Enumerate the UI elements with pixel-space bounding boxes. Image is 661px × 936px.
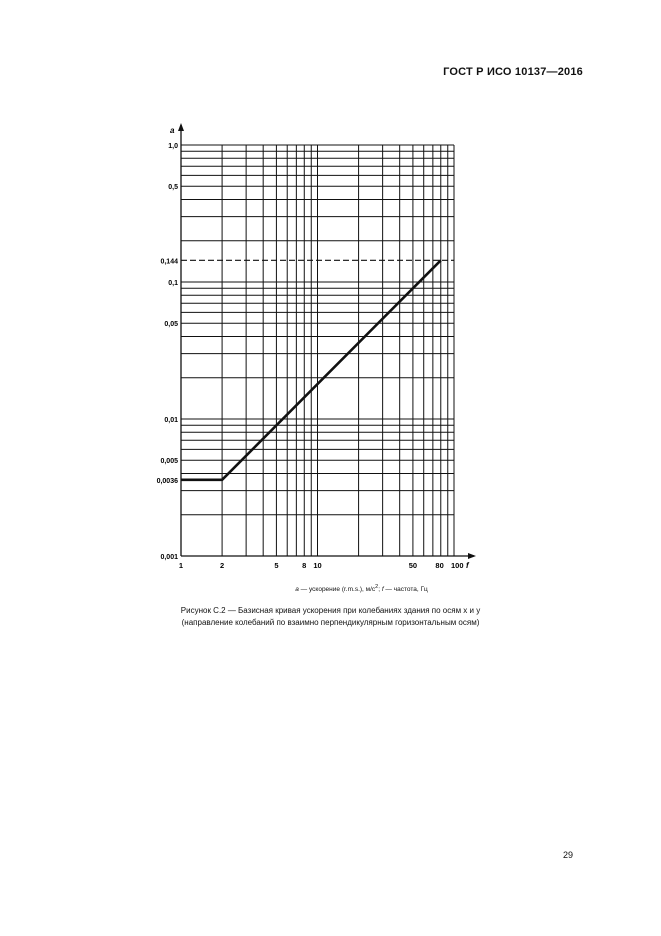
a-symbol: a xyxy=(295,586,299,594)
x-axis-arrow xyxy=(468,553,476,559)
x-tick-label-100: 100 xyxy=(451,561,464,570)
axes-layer xyxy=(170,123,476,570)
x-tick-label-10: 10 xyxy=(313,561,322,570)
y-tick-label-0-144: 0,144 xyxy=(160,258,178,266)
x-tick-label-50: 50 xyxy=(408,561,418,570)
y-axis-arrow xyxy=(178,123,184,131)
axis-caption xyxy=(0,584,661,593)
a-description: — ускорение (r.m.s.), м/с xyxy=(298,586,376,594)
x-tick-label-1: 1 xyxy=(178,561,184,570)
f-symbol: f xyxy=(381,586,384,594)
standard-header: ГОСТ Р ИСО 10137—2016 xyxy=(443,66,583,78)
x-axis-label: f xyxy=(466,561,469,570)
figure-caption xyxy=(0,605,661,629)
x-tick-label-8: 8 xyxy=(302,561,307,570)
f-description: — частота, Гц xyxy=(383,586,428,594)
f-separator: ; xyxy=(378,586,382,594)
y-tick-label-0-01: 0,01 xyxy=(164,417,178,424)
y-axis-label: a xyxy=(170,126,175,135)
x-tick-label-5: 5 xyxy=(274,561,279,570)
y-tick-label-0-005: 0,005 xyxy=(160,458,178,466)
a-unit-exponent: 2 xyxy=(375,584,379,590)
y-tick-label-0-05: 0,05 xyxy=(164,321,178,329)
figure-caption-line-2: (направление колебаний по взаимно перпендикулярным горизонтальным осям) xyxy=(181,618,480,627)
x-tick-label-80: 80 xyxy=(435,561,444,570)
y-tick-label-1-0: 1,0 xyxy=(168,143,178,150)
y-tick-label-0-001: 0,001 xyxy=(160,554,178,561)
figure-caption-line-1: Рисунок С.2 — Базисная кривая ускорения при колебаниях здания по осям x и y xyxy=(180,606,481,615)
x-tick-label-2: 2 xyxy=(220,561,225,570)
tick-labels-layer xyxy=(157,143,464,570)
page-number: 29 xyxy=(562,850,573,860)
grid-layer xyxy=(181,145,454,556)
y-tick-label-0-5: 0,5 xyxy=(168,184,178,192)
y-tick-label-0-0036: 0,0036 xyxy=(156,477,178,485)
y-tick-label-0-1: 0,1 xyxy=(168,280,178,287)
